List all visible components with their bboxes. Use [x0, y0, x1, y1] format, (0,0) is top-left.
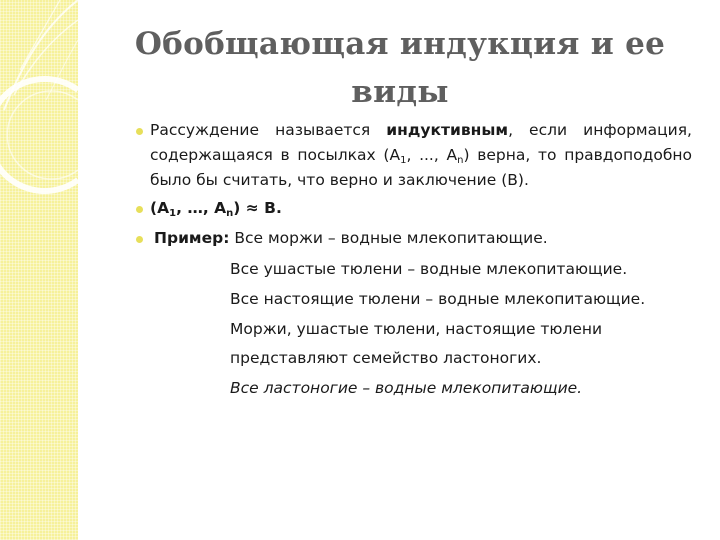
example-premise-line: Все настоящие тюлени – водные млекопитающие. [230, 290, 646, 308]
decorative-sidebar [0, 0, 78, 540]
formula-text: (A [150, 199, 170, 217]
bullet-marker [136, 128, 143, 135]
bullet-definition [150, 118, 692, 193]
subscript: 1 [169, 208, 177, 219]
subscript: 1 [400, 155, 407, 166]
sidebar-ornament [0, 0, 78, 540]
definition-text: ) верна, то правдоподобно было бы считать, что верно и заключение (В). [150, 146, 692, 189]
bullet-example [154, 226, 696, 251]
bullet-marker [136, 236, 143, 243]
formula-text: ) ≈ В. [233, 199, 282, 217]
slide-title: Обобщающая индукция и ее виды [134, 26, 666, 110]
bullet-marker [136, 206, 143, 213]
example-label: Пример: [154, 229, 230, 247]
example-premise-line: представляют семейство ластоногих. [230, 349, 542, 367]
definition-text: , если информация, содержащаяся в посылках (A [150, 121, 692, 164]
definition-text: , ..., A [406, 146, 458, 164]
definition-text: Рассуждение называется [150, 121, 387, 139]
example-conclusion: Все ластоногие – водные млекопитающие. [230, 379, 583, 397]
subscript: n [226, 208, 234, 219]
example-premise-line: Все ушастые тюлени – водные млекопитающие. [230, 260, 628, 278]
subscript: n [457, 155, 464, 166]
example-premise-line: Моржи, ушастые тюлени, настоящие тюлени [230, 320, 603, 338]
formula-text: , …, A [176, 199, 227, 217]
bullet-formula [150, 196, 692, 221]
example-premise: Все моржи – водные млекопитающие. [229, 229, 548, 247]
term-inductive: индуктивным [386, 121, 509, 139]
